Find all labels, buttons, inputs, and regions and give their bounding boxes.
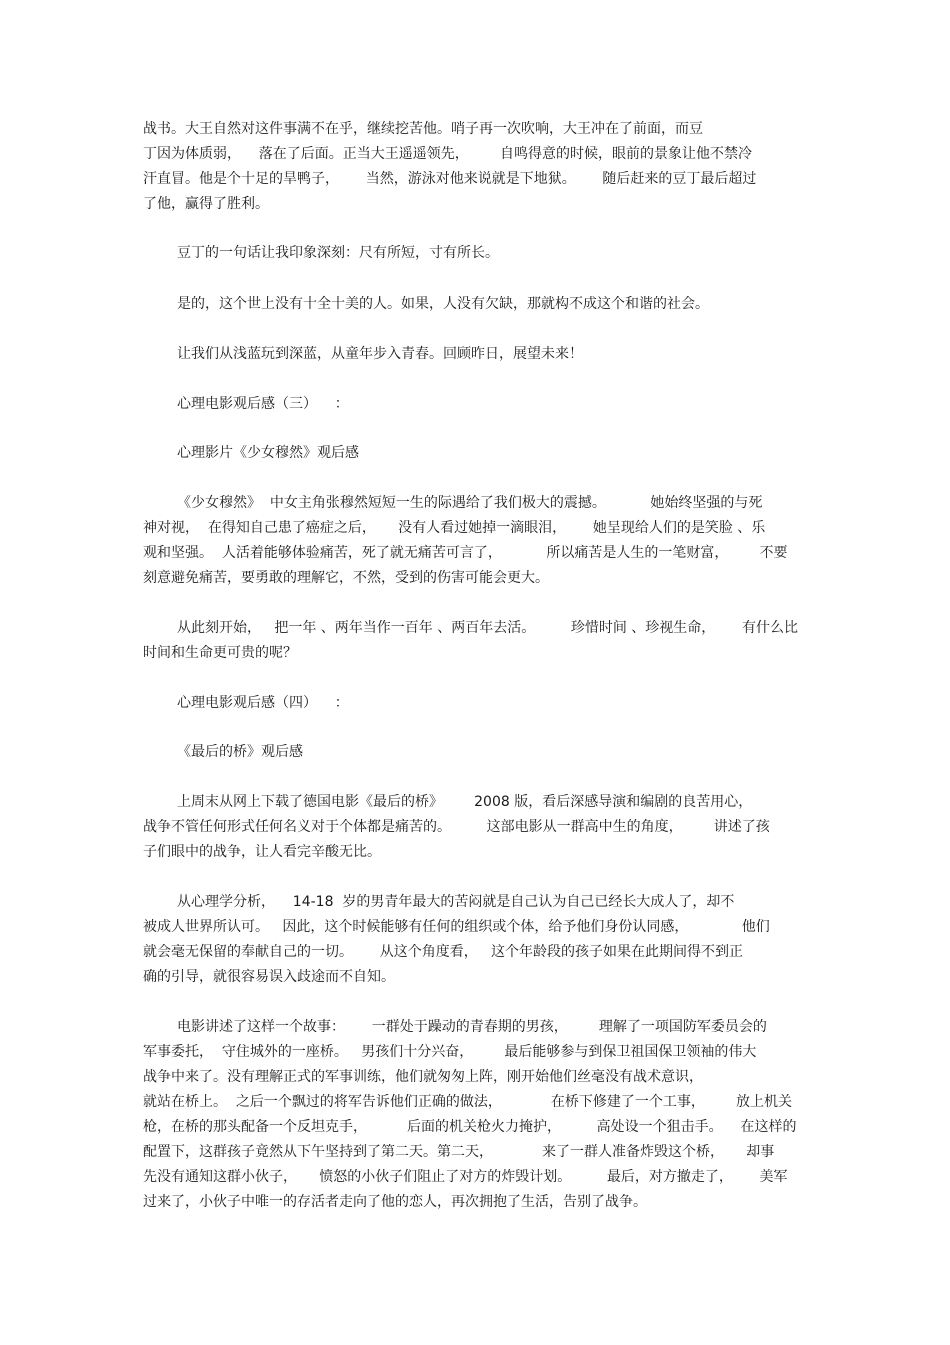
paragraph-line: 先没有通知这群小伙子， 愤怒的小伙子们阻止了对方的炸毁计划。 最后，对方撤走了， 美军 [143, 1169, 788, 1185]
paragraph-line: 配置下，这群孩子竟然从下午坚持到了第二天。第二天， 来了一群人准备炸毁这个桥， 却事 [143, 1144, 775, 1160]
paragraph-line: 军事委托， 守住城外的一座桥。 男孩们十分兴奋， 最后能够参与到保卫祖国保卫领袖的伟大 [143, 1044, 757, 1060]
paragraph-line: 就会毫无保留的奉献自己的一切。 从这个角度看， 这个年龄段的孩子如果在此期间得不到正 [143, 944, 744, 960]
paragraph-line: 观和坚强。 人活着能够体验痛苦，死了就无痛苦可言了， 所以痛苦是人生的一笔财富， 不要 [143, 545, 788, 561]
paragraph-line: 上周末从网上下载了德国电影《最后的桥》 2008 版，看后深感导演和编剧的良苦用心， [177, 794, 753, 810]
section-heading: 心理电影观后感（四） ： [177, 695, 349, 711]
paragraph-line: 了他，赢得了胜利。 [143, 196, 269, 212]
section-subheading: 心理影片《少女穆然》观后感 [177, 445, 359, 461]
paragraph-line: 过来了，小伙子中唯一的存活者走向了他的恋人，再次拥抱了生活，告别了战争。 [143, 1194, 647, 1210]
paragraph-line: 被成人世界所认可。 因此，这个时候能够有任何的组织或个体，给予他们身份认同感， 他们 [143, 919, 770, 935]
paragraph-line: 豆丁的一句话让我印象深刻：尺有所短，寸有所长。 [177, 245, 499, 261]
paragraph-line: 神对视， 在得知自己患了癌症之后， 没有人看过她掉一滴眼泪， 她呈现给人们的是笑脸 、乐 [143, 520, 766, 536]
paragraph-line: 让我们从浅蓝玩到深蓝，从童年步入青春。回顾昨日，展望未来！ [177, 346, 583, 362]
paragraph-line: 汗直冒。他是个十足的旱鸭子， 当然，游泳对他来说就是下地狱。 随后赶来的豆丁最后超过 [143, 171, 757, 187]
paragraph-line: 是的，这个世上没有十全十美的人。如果，人没有欠缺，那就构不成这个和谐的社会。 [177, 296, 709, 312]
paragraph-line: 《少女穆然》 中女主角张穆然短短一生的际遇给了我们极大的震撼。 她始终坚强的与死 [177, 495, 763, 511]
paragraph-line: 丁因为体质弱， 落在了后面。正当大王遥遥领先， 自鸣得意的时候，眼前的景象让他不禁冷 [143, 146, 752, 162]
paragraph-line: 从此刻开始， 把一年 、两年当作一百年 、两百年去活。 珍惜时间 、珍视生命， 有什么比 [177, 620, 799, 636]
paragraph-line: 刻意避免痛苦，要勇敢的理解它，不然，受到的伤害可能会更大。 [143, 570, 549, 586]
paragraph-line: 从心理学分析， 14-18 岁的男青年最大的苦闷就是自己认为自己已经长大成人了，却不 [177, 894, 735, 910]
paragraph-line: 电影讲述了这样一个故事： 一群处于躁动的青春期的男孩， 理解了一项国防军委员会的 [177, 1019, 767, 1035]
section-subheading: 《最后的桥》观后感 [177, 744, 303, 760]
section-heading: 心理电影观后感（三） ： [177, 396, 349, 412]
paragraph-line: 子们眼中的战争，让人看完辛酸无比。 [143, 844, 381, 860]
paragraph-line: 确的引导，就很容易误入歧途而不自知。 [143, 969, 395, 985]
paragraph-line: 战争不管任何形式任何名义对于个体都是痛苦的。 这部电影从一群高中生的角度， 讲述了孩 [143, 819, 770, 835]
paragraph-line: 战争中来了。没有理解正式的军事训练，他们就匆匆上阵，刚开始他们丝毫没有战术意识， [143, 1069, 703, 1085]
paragraph-line: 时间和生命更可贵的呢？ [143, 645, 297, 661]
paragraph-line: 就站在桥上。 之后一个飘过的将军告诉他们正确的做法， 在桥下修建了一个工事， 放上机关 [143, 1094, 793, 1110]
paragraph-line: 枪，在桥的那头配备一个反坦克手， 后面的机关枪火力掩护， 高处设一个狙击手。 在这样的 [143, 1119, 797, 1135]
paragraph-line: 战书。大王自然对这件事满不在乎，继续挖苦他。哨子再一次吹响，大王冲在了前面，而豆 [143, 121, 703, 137]
